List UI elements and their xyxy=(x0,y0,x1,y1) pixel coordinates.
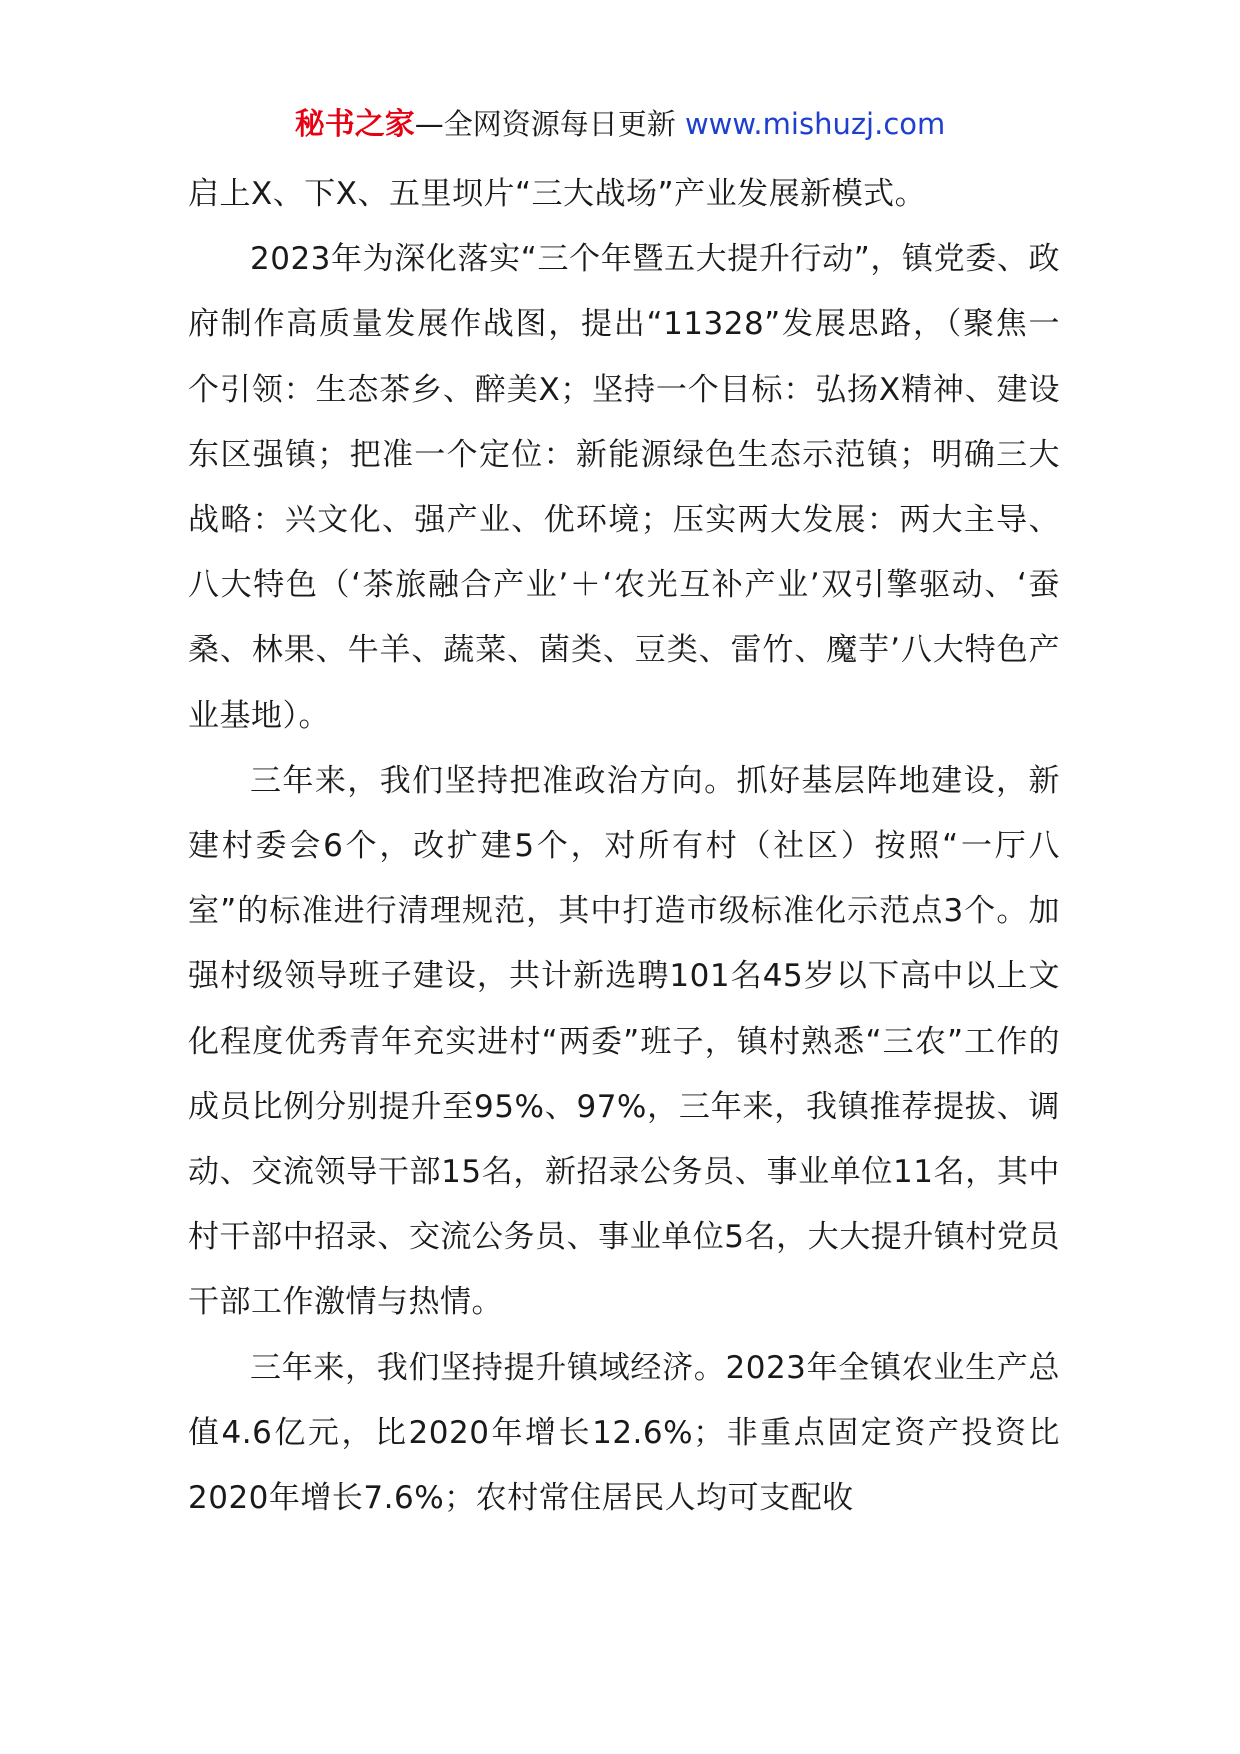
paragraph-economy: 三年来，我们坚持提升镇域经济。2023年全镇农业生产总值4.6亿元，比2020年增长12.6%；非重点固定资产投资比2020年增长7.6%；农村常住居民人均可支配收 xyxy=(188,1349,1060,1517)
header-tagline: —全网资源每日更新 xyxy=(414,107,685,141)
brand-name: 秘书之家 xyxy=(294,107,415,142)
paragraph-political-direction: 三年来，我们坚持把准政治方向。抓好基层阵地建设，新建村委会6个，改扩建5个，对所有村（社区）按照“一厅八室”的标准进行清理规范，其中打造市级标准化示范点3个。加强村级领导班子建设，共计新选聘101名45岁以下高中以上文化程度优秀青年充实进村“两委”班子，镇村熟悉“三农”工作的成员比例分别提升至95%、97%，三年来，我镇推荐提拔、调动、交流领导干部15名，新招录公务员、事业单位11名，其中村干部中招录、交流公务员、事业单位5名，大大提升镇村党员干部工作激情与热情。 xyxy=(188,762,1060,1321)
document-body xyxy=(188,162,1060,1531)
site-header xyxy=(0,104,1240,145)
paragraph-development-strategy: 2023年为深化落实“三个年暨五大提升行动”，镇党委、政府制作高质量发展作战图，提出“11328”发展思路，（聚焦一个引领：生态茶乡、醉美X；坚持一个目标：弘扬X精神、建设东区强镇；把准一个定位：新能源绿色生态示范镇；明确三大战略：兴文化、强产业、优环境；压实两大发展：两大主导、八大特色（‘茶旅融合产业’＋‘农光互补产业’双引擎驱动、‘蚕桑、林果、牛羊、蔬菜、菌类、豆类、雷竹、魔芋’八大特色产业基地）。 xyxy=(188,241,1060,734)
paragraph-continuation: 启上X、下X、五里坝片“三大战场”产业发展新模式。 xyxy=(188,176,927,212)
site-url-link[interactable]: www.mishuzj.com xyxy=(684,107,946,141)
